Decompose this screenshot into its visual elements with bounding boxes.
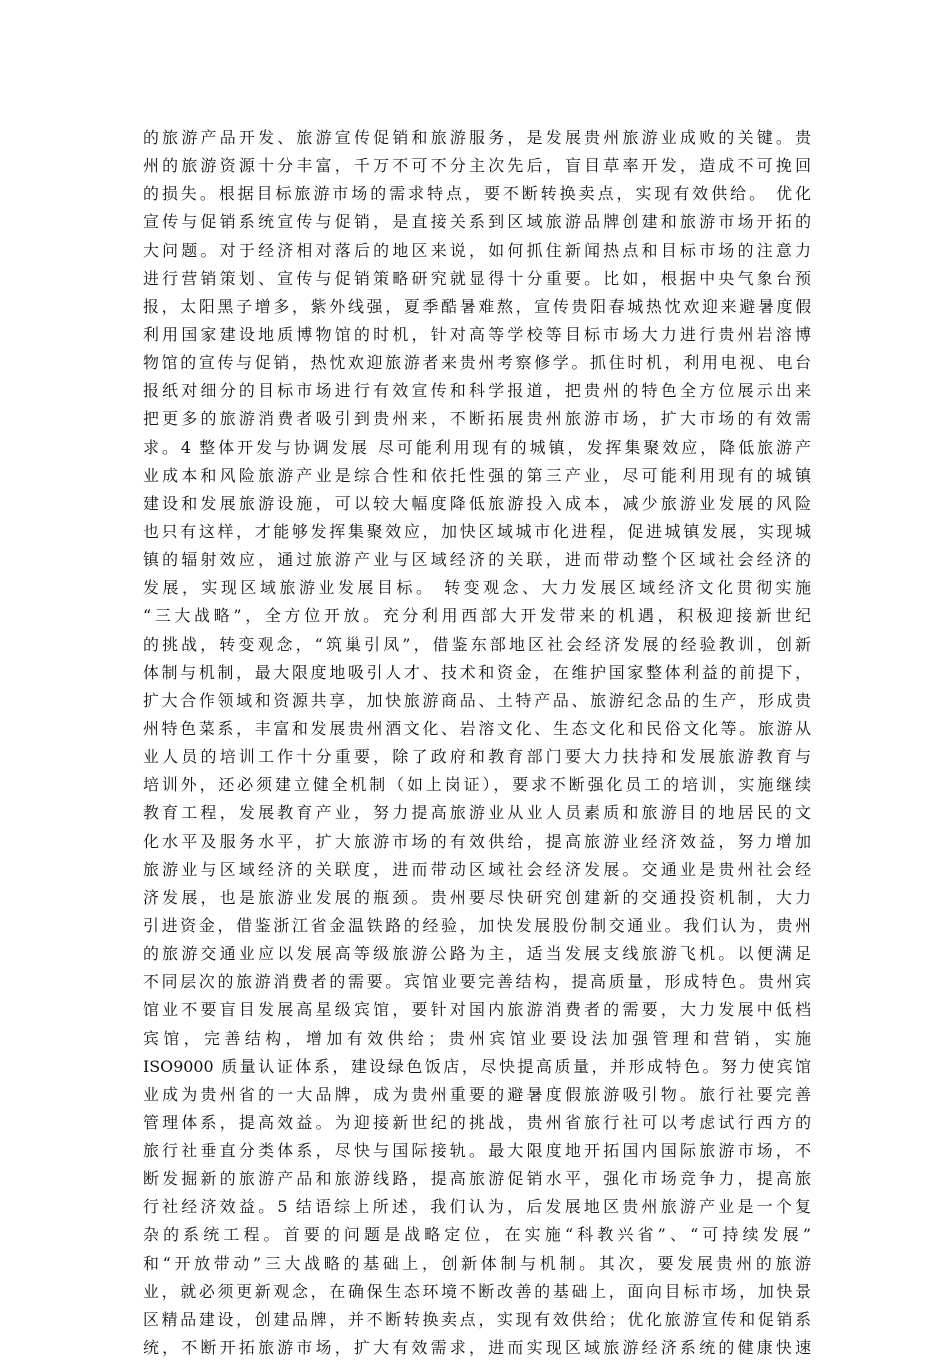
text-line: 教育工程，发展教育产业，努力提高旅游业从业人员素质和旅游目的地居民的文 [143,803,811,823]
text-line: 的旅游产品开发、旅游宣传促销和旅游服务，是发展贵州旅游业成败的关键。贵 [143,128,811,147]
text-line: 发展，实现区域旅游业发展目标。 转变观念、大力发展区域经济文化贯彻实施 [143,578,811,598]
text-line: 业成为贵州省的一大品牌，成为贵州重要的避暑度假旅游吸引物。旅行社要完善 [143,1084,811,1104]
text-line: ISO9000 质量认证体系，建设绿色饭店，尽快提高质量，并形成特色。努力使宾馆 [143,1056,811,1076]
text-line: 宣传与促销系统宣传与促销，是直接关系到区域旅游品牌创建和旅游市场开拓的 [143,212,811,232]
text-line: 州的旅游资源十分丰富，千万不可不分主次先后，盲目草率开发，造成不可挽回 [143,156,811,176]
text-line: 宾馆，完善结构，增加有效供给；贵州宾馆业要设法加强管理和营销，实施 [143,1028,811,1048]
text-line: 济发展，也是旅游业发展的瓶颈。贵州要尽快研究创建新的交通投资机制，大力 [143,887,811,907]
text-line: 把更多的旅游消费者吸引到贵州来，不断拓展贵州旅游市场，扩大市场的有效需 [143,409,811,429]
text-line: 不同层次的旅游消费者的需要。宾馆业要完善结构，提高质量，形成特色。贵州宾 [143,972,811,992]
text-line: 体制与机制，最大限度地吸引人才、技术和资金，在维护国家整体利益的前提下， [143,662,811,682]
text-line: 业成本和风险旅游产业是综合性和依托性强的第三产业，尽可能利用现有的城镇 [143,465,811,485]
body-text [143,124,811,1362]
text-line: 进行营销策划、宣传与促销策略研究就显得十分重要。比如，根据中央气象台预 [143,268,811,288]
text-line: 镇的辐射效应，通过旅游产业与区域经济的关联，进而带动整个区域社会经济的 [143,550,811,570]
text-line: 的挑战，转变观念，“筑巢引凤”，借鉴东部地区社会经济发展的经验教训，创新 [143,634,811,654]
text-line: 行社经济效益。5 结语综上所述，我们认为，后发展地区贵州旅游产业是一个复 [143,1197,811,1217]
text-line: “三大战略”，全方位开放。充分利用西部大开发带来的机遇，积极迎接新世纪 [143,606,811,626]
text-line: 和“开放带动”三大战略的基础上，创新体制与机制。其次，要发展贵州的旅游 [143,1253,811,1273]
text-line: 化水平及服务水平，扩大旅游市场的有效供给，提高旅游业经济效益，努力增加 [143,831,811,851]
text-line: 馆业不要盲目发展高星级宾馆，要针对国内旅游消费者的需要，大力发展中低档 [143,1000,811,1020]
text-line: 求。4 整体开发与协调发展 尽可能利用现有的城镇，发挥集聚效应，降低旅游产 [143,437,811,457]
text-line: 也只有这样，才能够发挥集聚效应，加快区域城市化进程，促进城镇发展，实现城 [143,521,811,541]
text-line: 扩大合作领域和资源共享，加快旅游商品、土特产品、旅游纪念品的生产，形成贵 [143,690,811,710]
text-line: 建设和发展旅游设施，可以较大幅度降低旅游投入成本，减少旅游业发展的风险 [143,493,811,513]
text-line: 的损失。根据目标旅游市场的需求特点，要不断转换卖点，实现有效供给。 优化 [143,184,811,204]
text-line: 大问题。对于经济相对落后的地区来说，如何抓住新闻热点和目标市场的注意力 [143,240,811,260]
text-line: 报纸对细分的目标市场进行有效宣传和科学报道，把贵州的特色全方位展示出来 [143,381,811,401]
text-line: 引进资金，借鉴浙江省金温铁路的经验，加快发展股份制交通业。我们认为，贵州 [143,915,811,935]
text-line: 业，就必须更新观念，在确保生态环境不断改善的基础上，面向目标市场，加快景 [143,1281,811,1301]
text-line: 物馆的宣传与促销，热忱欢迎旅游者来贵州考察修学。抓住时机，利用电视、电台 [143,353,811,373]
text-line: 杂的系统工程。首要的问题是战略定位，在实施“科教兴省”、“可持续发展” [143,1225,811,1245]
text-line: 旅游业与区域经济的关联度，进而带动区域社会经济发展。交通业是贵州社会经 [143,859,811,879]
text-line: 利用国家建设地质博物馆的时机，针对高等学校等目标市场大力进行贵州岩溶博 [143,324,811,344]
text-line: 区精品建设，创建品牌，并不断转换卖点，实现有效供给；优化旅游宣传和促销系 [143,1309,811,1329]
text-line: 培训外，还必须建立健全机制（如上岗证），要求不断强化员工的培训，实施继续 [143,775,811,795]
text-line: 的旅游交通业应以发展高等级旅游公路为主，适当发展支线旅游飞机。以便满足 [143,944,811,964]
text-line: 断发掘新的旅游产品和旅游线路，提高旅游促销水平，强化市场竞争力，提高旅 [143,1169,811,1189]
text-line: 管理体系，提高效益。为迎接新世纪的挑战，贵州省旅行社可以考虑试行西方的 [143,1112,811,1132]
text-line: 旅行社垂直分类体系，尽快与国际接轨。最大限度地开拓国内国际旅游市场，不 [143,1141,811,1161]
text-line: 统，不断开拓旅游市场，扩大有效需求，进而实现区域旅游经济系统的健康快速 [143,1338,811,1358]
text-line: 业人员的培训工作十分重要，除了政府和教育部门要大力扶持和发展旅游教育与 [143,747,811,767]
text-line: 报，太阳黑子增多，紫外线强，夏季酷暑难熬，宣传贵阳春城热忱欢迎来避暑度假 [143,296,811,316]
text-line: 州特色菜系，丰富和发展贵州酒文化、岩溶文化、生态文化和民俗文化等。旅游从 [143,718,811,738]
